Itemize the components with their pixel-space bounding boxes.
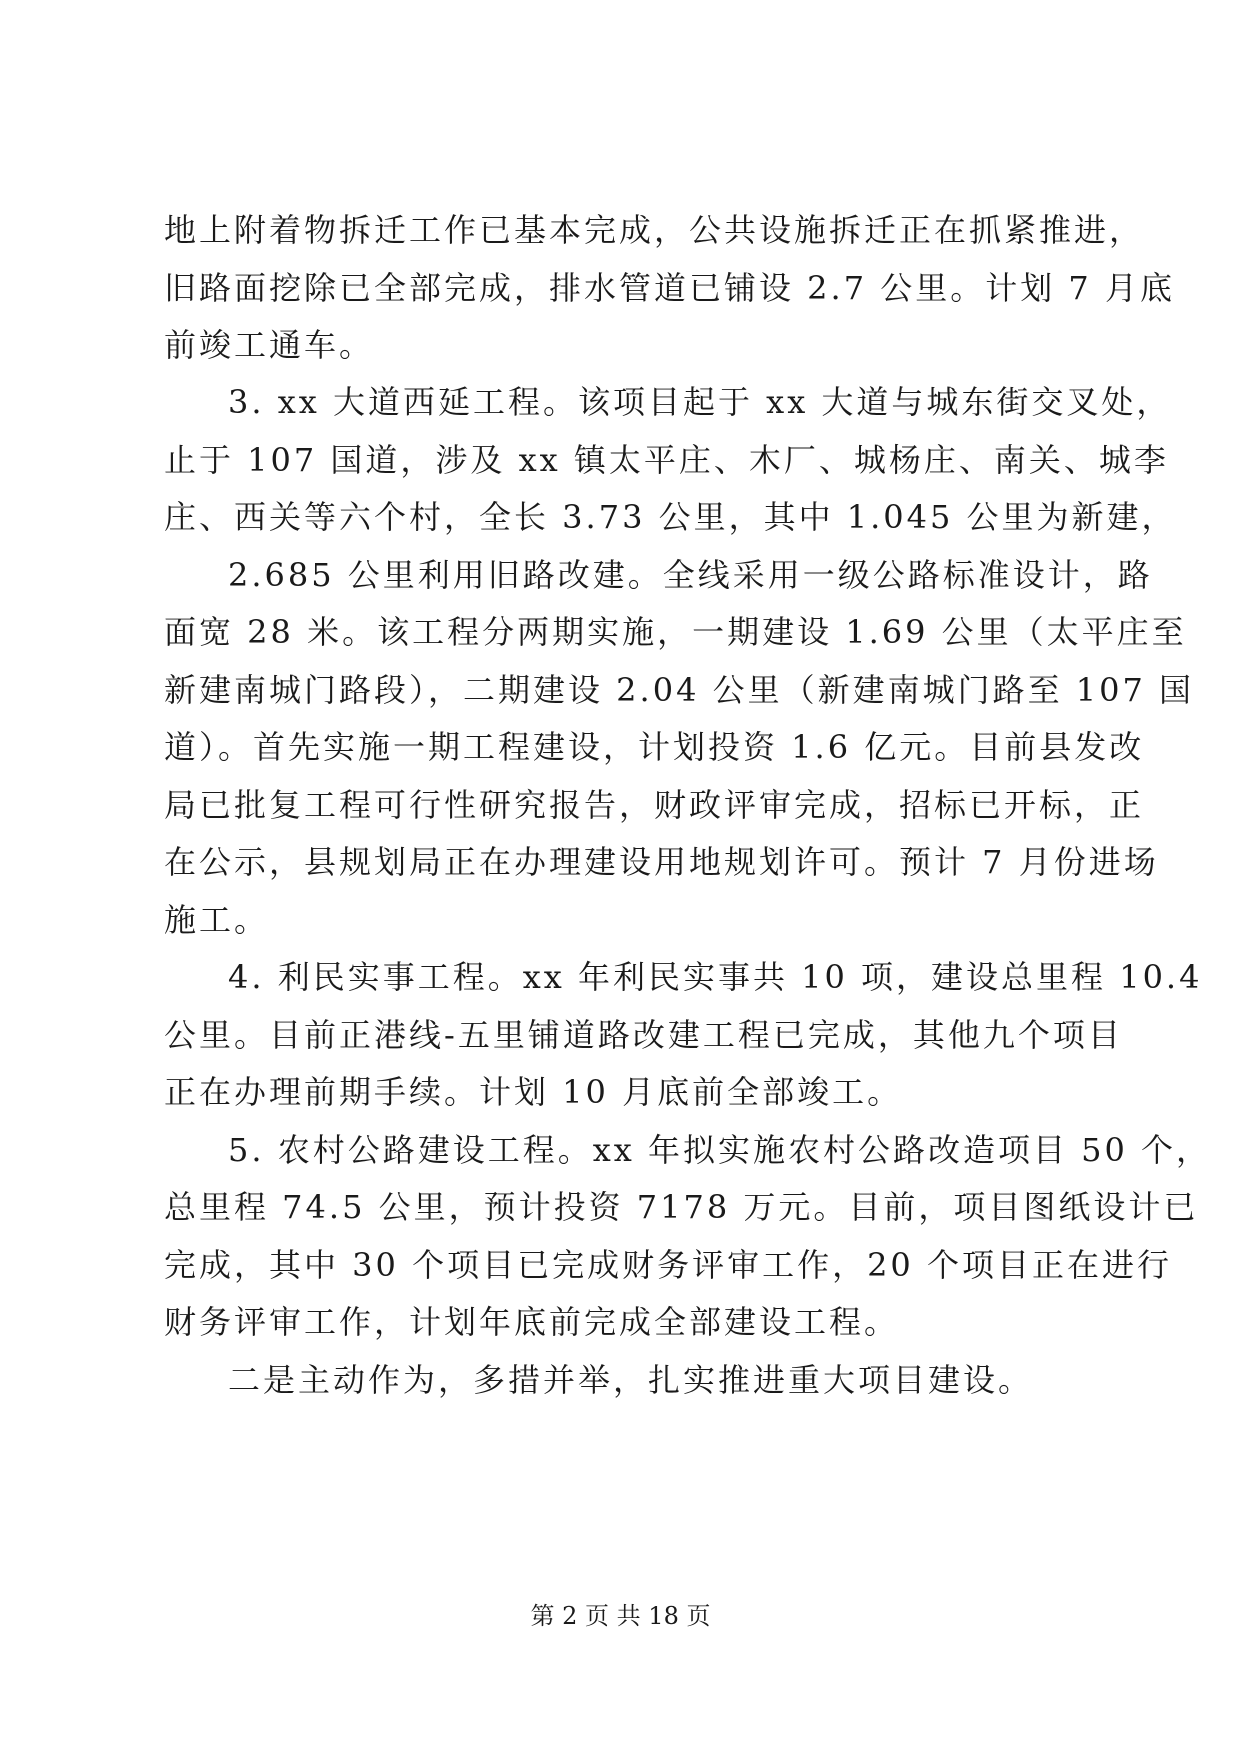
paragraph-1-line-1: 地上附着物拆迁工作已基本完成，公共设施拆迁正在抓紧推进， (164, 211, 1145, 249)
paragraph-3-line-4: 道）。首先实施一期工程建设，计划投资 1.6 亿元。目前县发改 (164, 728, 1145, 766)
paragraph-5-line-2: 总里程 74.5 公里，预计投资 7178 万元。目前，项目图纸设计已 (164, 1188, 1199, 1226)
paragraph-2-line-3: 庄、西关等六个村，全长 3.73 公里，其中 1.045 公里为新建， (164, 498, 1177, 536)
paragraph-5-line-4: 财务评审工作，计划年底前完成全部建设工程。 (164, 1303, 900, 1341)
paragraph-5-line-3: 完成，其中 30 个项目已完成财务评审工作，20 个项目正在进行 (164, 1246, 1172, 1284)
paragraph-4-line-2: 公里。目前正港线-五里铺道路改建工程已完成，其他九个项目 (164, 1016, 1123, 1054)
paragraph-3-line-5: 局已批复工程可行性研究报告，财政评审完成，招标已开标，正 (164, 786, 1145, 824)
paragraph-2-line-1: 3. xx 大道西延工程。该项目起于 xx 大道与城东街交叉处， (228, 383, 1172, 421)
paragraph-5-line-1: 5. 农村公路建设工程。xx 年拟实施农村公路改造项目 50 个， (228, 1131, 1212, 1169)
paragraph-3-line-2: 面宽 28 米。该工程分两期实施，一期建设 1.69 公里（太平庄至 (164, 613, 1187, 651)
paragraph-3-line-6: 在公示，县规划局正在办理建设用地规划许可。预计 7 月份进场 (164, 843, 1159, 881)
paragraph-2-line-2: 止于 107 国道，涉及 xx 镇太平庄、木厂、城杨庄、南关、城李 (164, 441, 1169, 479)
paragraph-3-line-3: 新建南城门路段），二期建设 2.04 公里（新建南城门路至 107 国 (164, 671, 1195, 709)
paragraph-4-line-1: 4. 利民实事工程。xx 年利民实事共 10 项，建设总里程 10.4 (228, 958, 1203, 996)
paragraph-3-line-7: 施工。 (164, 901, 270, 939)
paragraph-4-line-3: 正在办理前期手续。计划 10 月底前全部竣工。 (164, 1073, 903, 1111)
paragraph-6-line-1: 二是主动作为，多措并举，扎实推进重大项目建设。 (228, 1361, 1034, 1399)
paragraph-1-line-2: 旧路面挖除已全部完成，排水管道已铺设 2.7 公里。计划 7 月底 (164, 269, 1175, 307)
page-number-footer: 第 2 页 共 18 页 (530, 1602, 711, 1630)
paragraph-1-line-3: 前竣工通车。 (164, 326, 375, 364)
paragraph-3-line-1: 2.685 公里利用旧路改建。全线采用一级公路标准设计，路 (228, 556, 1153, 594)
